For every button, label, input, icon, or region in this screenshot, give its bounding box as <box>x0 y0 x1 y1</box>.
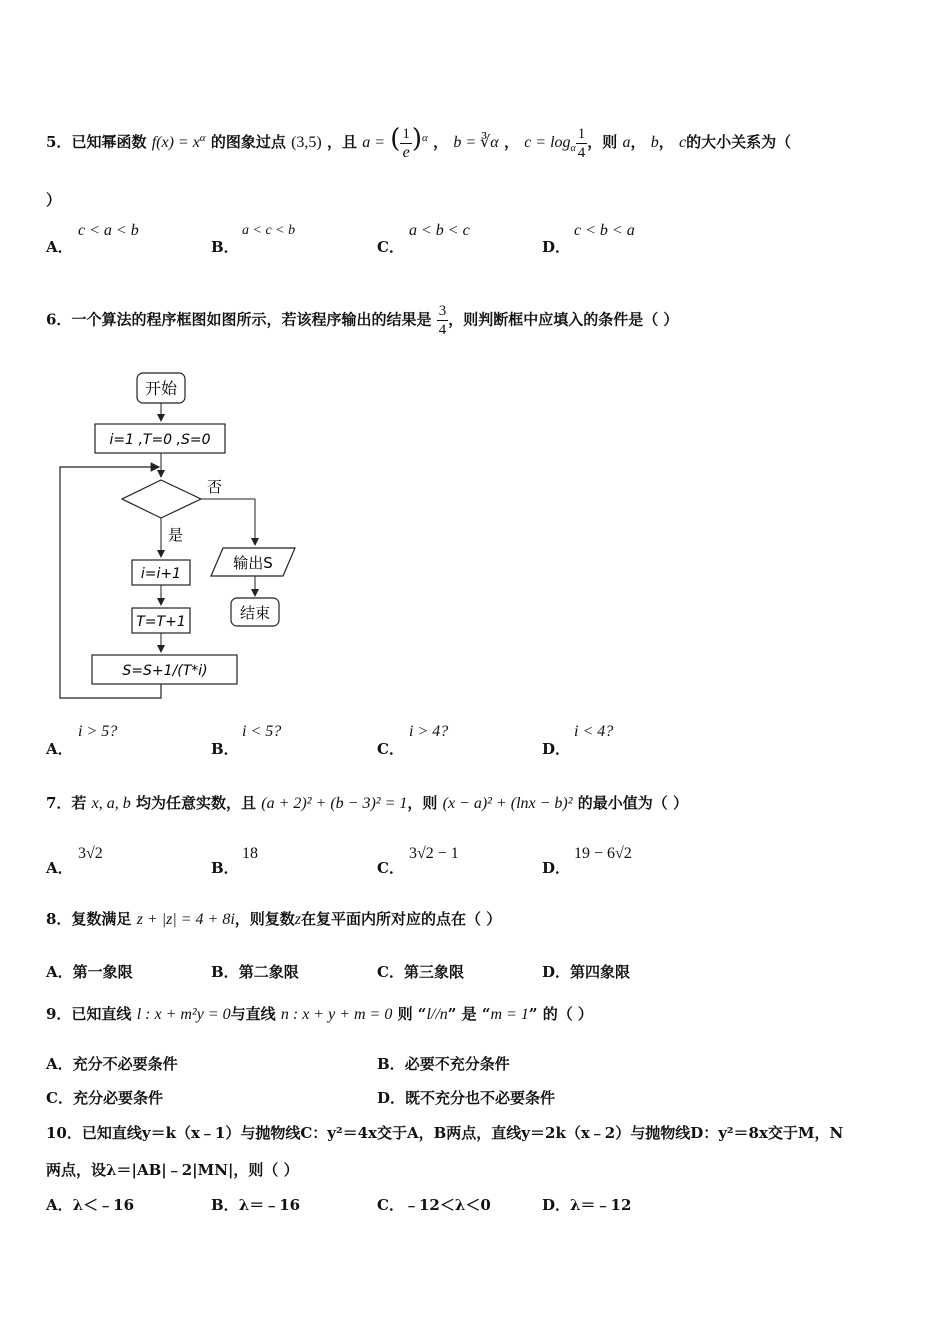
flow-step-s-label: S=S+1/(T*i) <box>122 663 208 679</box>
question-10-line-2: 两点，设λ＝|AB|﹣2|MN|，则（ ） <box>46 1161 299 1179</box>
question-8: 8．复数满足 z + |z| = 4 + 8i，则复数z在复平面内所对应的点在（ ） <box>46 910 502 928</box>
fraction-1-over-4: $\frac{1}{4}$ <box>577 125 586 161</box>
flow-start-label: 开始 <box>144 379 178 398</box>
question-5: 5．已知幂函数 $f(x) = x^\alpha$ 的图象过点 (3,5) ，且 a = ( $\frac{1}{e}$ )$^\alpha$ ， b = ∛α ， $c = \log_\alpha$ $\frac{1}{4}$ ，则 a， b， c的大小关系为（ <box>46 124 792 161</box>
flow-end-label: 结束 <box>239 604 271 622</box>
flow-no-label: 否 <box>207 478 223 496</box>
question-7: 7．若 x, a, b 均为任意实数，且 (a + 2)² + (b − 3)² = 1，则 (x − a)² + (lnx − b)² 的最小值为（ ） <box>46 794 689 812</box>
flow-step-t-label: T=T+1 <box>136 614 186 630</box>
flow-init-label: i=1 ,T=0 ,S=0 <box>109 432 211 448</box>
question-6: 6．一个算法的程序框图如图所示，若该程序输出的结果是 $\frac{3}{4}$ ，则判断框中应填入的条件是（ ） <box>46 303 679 338</box>
flow-decision-node <box>122 480 201 518</box>
fraction-3-over-4: $\frac{3}{4}$ <box>438 303 447 338</box>
flowchart <box>55 368 305 712</box>
flow-yes-label: 是 <box>168 526 184 544</box>
fraction-1-over-e: $\frac{1}{e}$ <box>402 125 410 161</box>
question-10-line-1: 10．已知直线y＝k（x﹣1）与抛物线C：y²＝4x交于A，B两点，直线y＝2k（x﹣2）与抛物线D：y²＝8x交于M，N <box>46 1124 844 1142</box>
question-5-close: ） <box>46 191 62 209</box>
question-9: 9．已知直线 l : x + m²y = 0与直线 n : x + y + m = 0 则 “l//n” 是 “m = 1” 的（ ） <box>46 1005 593 1023</box>
flow-output-label: 输出S <box>233 554 273 572</box>
flow-step-i-label: i=i+1 <box>140 566 182 582</box>
